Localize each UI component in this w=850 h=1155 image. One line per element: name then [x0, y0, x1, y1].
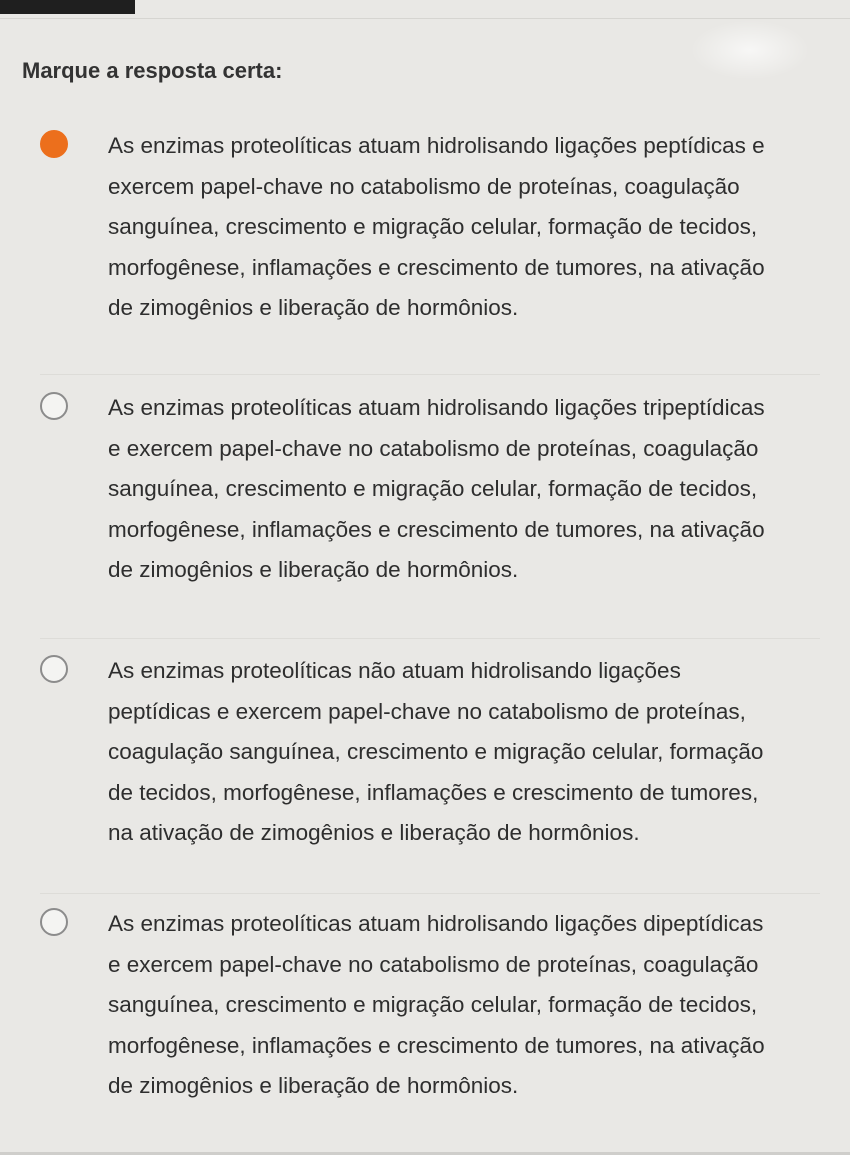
- answer-option-4[interactable]: [40, 904, 800, 1107]
- radio-button[interactable]: [40, 655, 68, 683]
- radio-button[interactable]: [40, 392, 68, 420]
- answer-option-text: As enzimas proteolíticas atuam hidrolisando ligações peptídicas e exercem papel-chave no catabolismo de proteínas, coagulação sanguínea, crescimento e migração celular, formação de tecidos, morfogênese, inflamações e crescimento de tumores, na ativação de zimogênios e liberação de hormônios.: [108, 133, 765, 320]
- answer-option-2[interactable]: [40, 388, 800, 591]
- top-bar: [0, 0, 135, 14]
- answer-option-3[interactable]: [40, 651, 800, 854]
- answer-option-text: As enzimas proteolíticas não atuam hidrolisando ligações peptídicas e exercem papel-chave no catabolismo de proteínas, coagulação sanguínea, crescimento e migração celular, formação de tecidos, morfogênese, inflamações e crescimento de tumores, na ativação de zimogênios e liberação de hormônios.: [108, 658, 764, 845]
- screen-glare: [690, 20, 810, 80]
- answer-option-1[interactable]: [40, 126, 800, 329]
- option-divider: [40, 893, 820, 894]
- question-title: Marque a resposta certa:: [22, 58, 283, 83]
- answer-option-text: As enzimas proteolíticas atuam hidrolisando ligações dipeptídicas e exercem papel-chave no catabolismo de proteínas, coagulação sanguínea, crescimento e migração celular, formação de tecidos, morfogênese, inflamações e crescimento de tumores, na ativação de zimogênios e liberação de hormônios.: [108, 911, 765, 1098]
- option-divider: [40, 374, 820, 375]
- radio-button[interactable]: [40, 908, 68, 936]
- option-divider: [40, 638, 820, 639]
- answer-option-text: As enzimas proteolíticas atuam hidrolisando ligações tripeptídicas e exercem papel-chave no catabolismo de proteínas, coagulação sanguínea, crescimento e migração celular, formação de tecidos, morfogênese, inflamações e crescimento de tumores, na ativação de zimogênios e liberação de hormônios.: [108, 395, 765, 582]
- radio-button-selected[interactable]: [40, 130, 68, 158]
- header-divider: [0, 18, 850, 19]
